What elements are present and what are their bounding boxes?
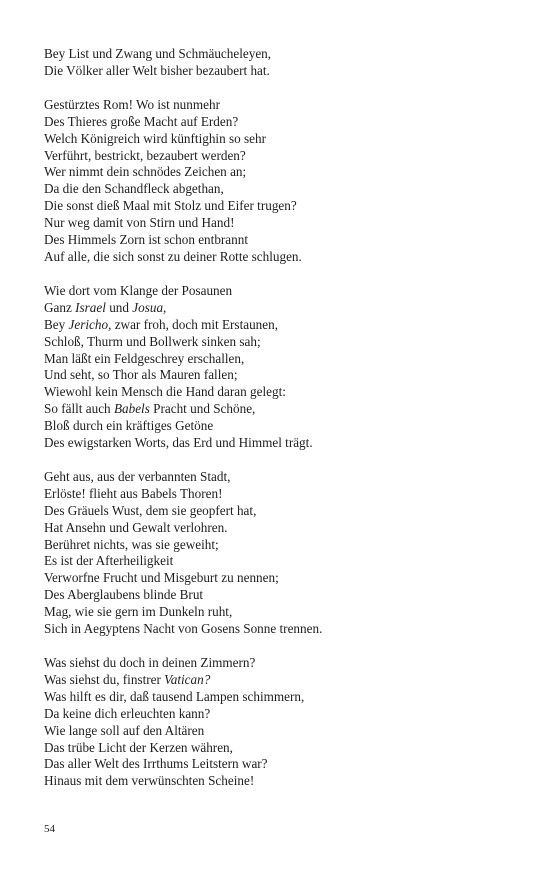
poem-text xyxy=(44,46,524,807)
line-text: Bloß durch ein kräftiges Getöne xyxy=(44,418,214,434)
verse-line xyxy=(44,63,524,80)
line-text: Das trübe Licht der Kerzen währen, xyxy=(44,739,233,755)
stanza xyxy=(44,469,524,638)
line-text: Des Aberglaubens blinde Brut xyxy=(44,587,204,603)
verse-line xyxy=(44,351,524,368)
line-text: Wer nimmt dein schnödes Zeichen an; xyxy=(44,164,247,180)
line-text: Gestürztes Rom! Wo ist nunmehr xyxy=(44,96,220,112)
line-text: Es ist der Afterheiligkeit xyxy=(44,553,174,569)
line-text: Und seht, so Thor als Mauren fallen; xyxy=(44,367,238,383)
line-text: Wie lange soll auf den Altären xyxy=(44,722,205,738)
verse-line xyxy=(44,300,524,317)
verse-line xyxy=(44,469,524,486)
verse-line xyxy=(44,181,524,198)
verse-line xyxy=(44,114,524,131)
line-text: Des Gräuels Wust, dem sie geopfert hat, xyxy=(44,502,257,518)
verse-line xyxy=(44,401,524,418)
verse-line xyxy=(44,418,524,435)
verse-line xyxy=(44,621,524,638)
verse-line xyxy=(44,215,524,232)
italic-text: Jericho, xyxy=(68,316,112,332)
stanza xyxy=(44,97,524,266)
line-text: Bey xyxy=(44,316,69,332)
verse-line xyxy=(44,553,524,570)
verse-line xyxy=(44,570,524,587)
verse-line xyxy=(44,520,524,537)
line-text: Des Thieres große Macht auf Erden? xyxy=(44,113,239,129)
verse-line xyxy=(44,232,524,249)
line-text: Ganz xyxy=(44,299,76,315)
verse-line xyxy=(44,740,524,757)
line-text: Was hilft es dir, daß tausend Lampen schimmern, xyxy=(44,688,305,704)
line-text: Das aller Welt des Irrthums Leitstern war? xyxy=(44,756,268,772)
page-number: 54 xyxy=(44,823,55,835)
line-text: Da die den Schandfleck abgethan, xyxy=(44,181,224,197)
line-text: Was siehst du, finstrer xyxy=(44,671,165,687)
verse-line xyxy=(44,435,524,452)
line-text: Die sonst dieß Maal mit Stolz und Eifer trugen? xyxy=(44,198,297,214)
verse-line xyxy=(44,723,524,740)
line-text: So fällt auch xyxy=(44,401,114,417)
line-text: Welch Königreich wird künftighin so sehr xyxy=(44,130,266,146)
line-text: Geht aus, aus der verbannten Stadt, xyxy=(44,468,231,484)
line-text: Bey List und Zwang und Schmäucheleyen, xyxy=(44,46,272,61)
verse-line xyxy=(44,773,524,790)
line-text: Man läßt ein Feldgeschrey erschallen, xyxy=(44,350,245,366)
line-text: Des ewigstarken Worts, das Erd und Himmel trägt. xyxy=(44,435,313,451)
verse-line xyxy=(44,367,524,384)
verse-line xyxy=(44,503,524,520)
line-text: Verführt, bestrickt, bezaubert werden? xyxy=(44,147,246,163)
verse-line xyxy=(44,97,524,114)
stanza xyxy=(44,655,524,790)
stanza xyxy=(44,46,524,80)
verse-line xyxy=(44,164,524,181)
line-text: Des Himmels Zorn ist schon entbrannt xyxy=(44,232,249,248)
verse-line xyxy=(44,131,524,148)
line-text: Was siehst du doch in deinen Zimmern? xyxy=(44,655,256,670)
verse-line xyxy=(44,46,524,63)
verse-line xyxy=(44,148,524,165)
italic-text: Josua, xyxy=(132,299,167,315)
line-text: Wie dort vom Klange der Posaunen xyxy=(44,282,233,298)
stanza xyxy=(44,283,524,452)
verse-line xyxy=(44,604,524,621)
line-text: Schloß, Thurm und Bollwerk sinken sah; xyxy=(44,333,261,349)
line-text: Die Völker aller Welt bisher bezaubert hat. xyxy=(44,62,270,78)
verse-line xyxy=(44,249,524,266)
line-text: Sich in Aegyptens Nacht von Gosens Sonne trennen. xyxy=(44,621,323,637)
verse-line xyxy=(44,486,524,503)
line-text: Mag, wie sie gern im Dunkeln ruht, xyxy=(44,604,233,620)
verse-line xyxy=(44,706,524,723)
italic-text: Israel xyxy=(75,299,106,315)
verse-line xyxy=(44,334,524,351)
verse-line xyxy=(44,756,524,773)
verse-line xyxy=(44,384,524,401)
line-text: Erlöste! flieht aus Babels Thoren! xyxy=(44,485,223,501)
italic-text: Babels xyxy=(113,401,150,417)
line-text: Nur weg damit von Stirn und Hand! xyxy=(44,215,235,231)
line-text: Auf alle, die sich sonst zu deiner Rotte schlugen. xyxy=(44,248,302,264)
verse-line xyxy=(44,537,524,554)
line-text: Verworfne Frucht und Misgeburt zu nennen; xyxy=(44,570,279,586)
verse-line xyxy=(44,283,524,300)
line-text: zwar froh, doch mit Erstaunen, xyxy=(111,316,279,332)
line-text: Hinaus mit dem verwünschten Scheine! xyxy=(44,773,255,789)
line-text: Berühret nichts, was sie geweiht; xyxy=(44,536,219,552)
verse-line xyxy=(44,587,524,604)
line-text: Da keine dich erleuchten kann? xyxy=(44,705,211,721)
verse-line xyxy=(44,689,524,706)
verse-line xyxy=(44,317,524,334)
line-text: und xyxy=(105,299,133,315)
line-text: Hat Ansehn und Gewalt verlohren. xyxy=(44,519,228,535)
verse-line xyxy=(44,198,524,215)
verse-line xyxy=(44,672,524,689)
line-text: Pracht und Schöne, xyxy=(149,401,256,417)
italic-text: Vatican? xyxy=(164,671,211,687)
verse-line xyxy=(44,655,524,672)
line-text: Wiewohl kein Mensch die Hand daran gelegt: xyxy=(44,384,286,400)
